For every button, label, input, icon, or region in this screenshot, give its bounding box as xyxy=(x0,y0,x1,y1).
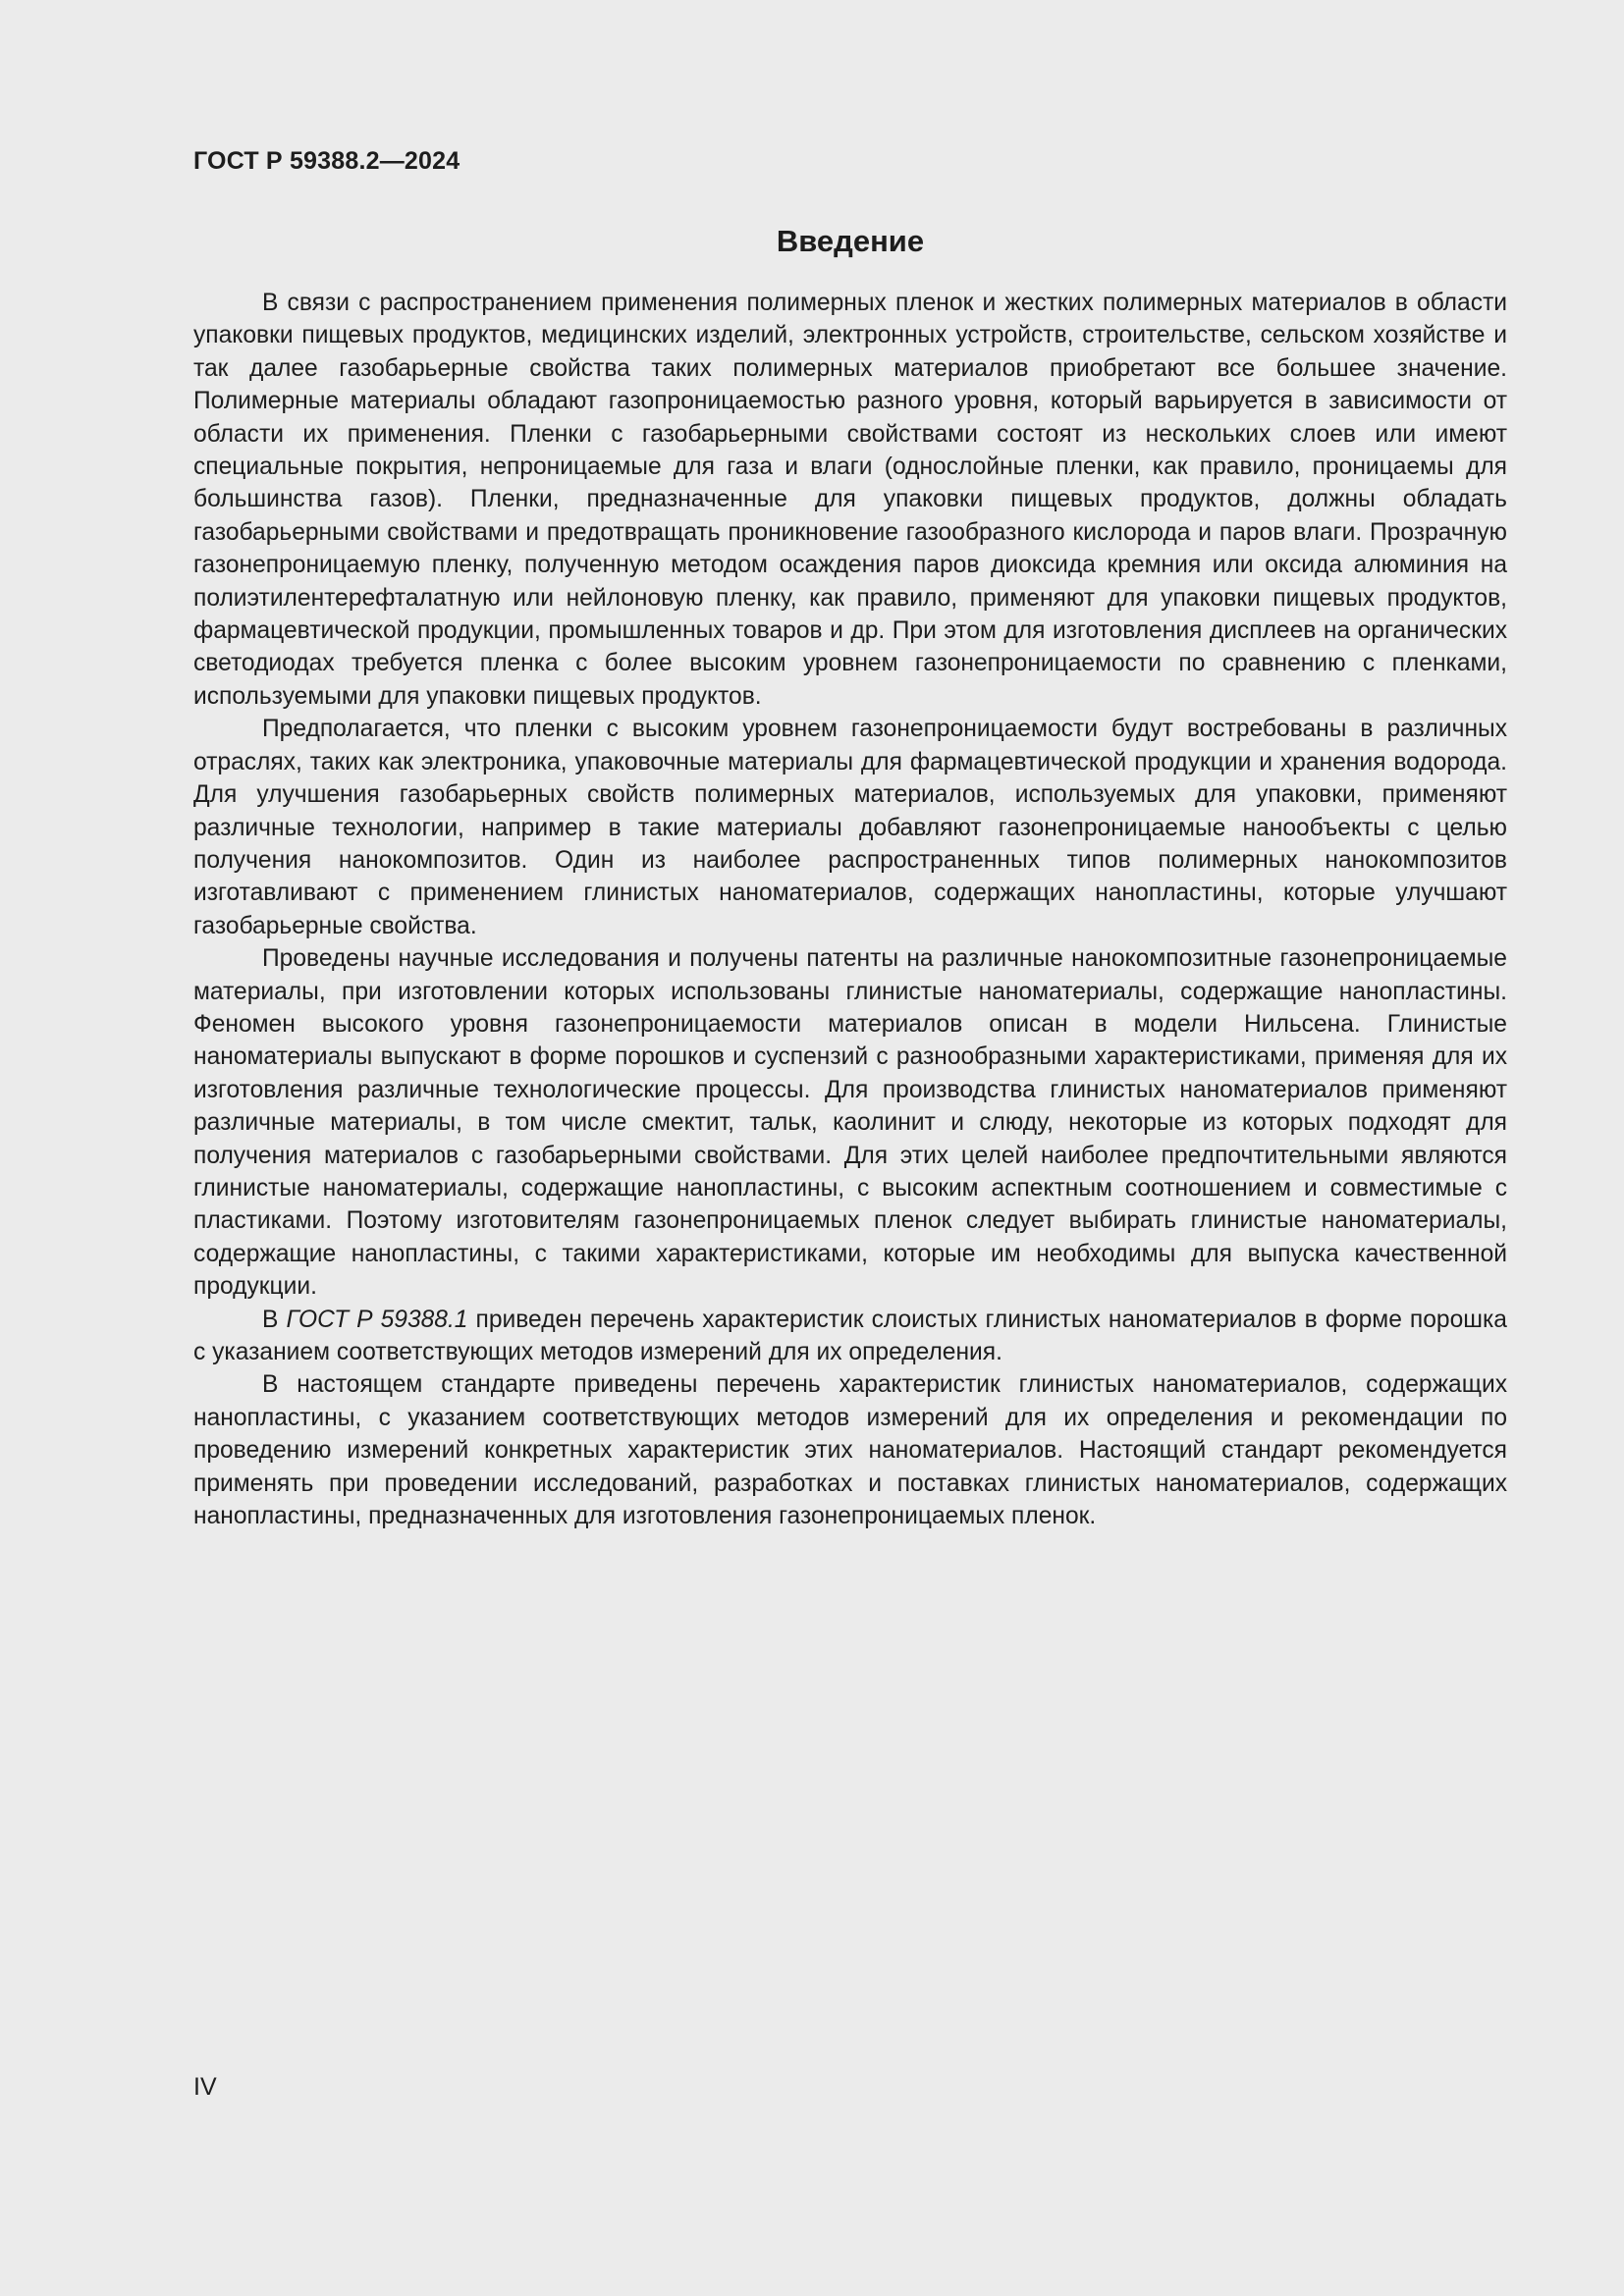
paragraph-4 xyxy=(193,1304,1507,1369)
page-number: IV xyxy=(193,2073,217,2101)
standard-code-header: ГОСТ Р 59388.2—2024 xyxy=(193,147,460,175)
introduction-body xyxy=(193,287,1507,1532)
paragraph-5: В настоящем стандарте приведены перечень характеристик глинистых наноматериалов, содержащих нанопластины, с указанием соответствующих методов измерений для их определения и рекомендации по проведению измерений конкретных характеристик этих наноматериалов. Настоящий стандарт рекомендуется применять при проведении исследований, разработках и поставках глинистых наноматериалов, содержащих нанопластины, предназначенных для изготовления газонепроницаемых пленок. xyxy=(193,1371,1507,1530)
paragraph-1: В связи с распространением применения полимерных пленок и жестких полимерных материалов в области упаковки пищевых продуктов, медицинских изделий, электронных устройств, строительстве, сельском хозяйстве и так далее газобарьерные свойства таких полимерных материалов приобретают все большее значение. Полимерные материалы обладают газопроницаемостью разного уровня, который варьируется в зависимости от области их применения. Пленки с газобарьерными свойствами состоят из нескольких слоев или имеют специальные покрытия, непроницаемые для газа и влаги (однослойные пленки, как правило, проницаемы для большинства газов). Пленки, предназначенные для упаковки пищевых продуктов, должны обладать газобарьерными свойствами и предотвращать проникновение газообразного кислорода и паров влаги. Прозрачную газонепроницаемую пленку, полученную методом осаждения паров диоксида кремния или оксида алюминия на полиэтилентерефталатную или нейлоновую пленку, как правило, применяют для упаковки пищевых продуктов, фармацевтической продукции, промышленных товаров и др. При этом для изготовления дисплеев на органических светодиодах требуется пленка с более высоким уровнем газонепроницаемости по сравнению с пленками, используемыми для упаковки пищевых продуктов. xyxy=(193,290,1507,710)
paragraph-4-text: приведен перечень характеристик слоистых глинистых наноматериалов в форме порошка с указанием соответствующих методов измерений для их определения. xyxy=(193,1306,1507,1365)
section-title: Введение xyxy=(776,224,925,258)
standard-reference-link[interactable]: ГОСТ Р 59388.1 xyxy=(286,1306,468,1333)
paragraph-4-prefix: В xyxy=(262,1306,287,1333)
paragraph-3: Проведены научные исследования и получены патенты на различные нанокомпозитные газонепроницаемые материалы, при изготовлении которых использованы глинистые наноматериалы, содержащие нанопластины. Феномен высокого уровня газонепроницаемости материалов описан в модели Нильсена. Глинистые наноматериалы выпускают в форме порошков и суспензий с разнообразными характеристиками, применяя для их изготовления различные технологические процессы. Для производства глинистых наноматериалов применяют различные материалы, в том числе смектит, тальк, каолинит и слюду, некоторые из которых подходят для получения материалов с газобарьерными свойствами. Для этих целей наиболее предпочтительными являются глинистые наноматериалы, содержащие нанопластины, с высоким аспектным соотношением и совместимые с пластиками. Поэтому изготовителям газонепроницаемых пленок следует выбирать глинистые наноматериалы, содержащие нанопластины, с такими характеристиками, которые им необходимы для выпуска качественной продукции. xyxy=(193,945,1507,1301)
paragraph-2: Предполагается, что пленки с высоким уровнем газонепроницаемости будут востребованы в различных отраслях, таких как электроника, упаковочные материалы для фармацевтической продукции и хранения водорода. Для улучшения газобарьерных свойств полимерных материалов, используемых для упаковки, применяют различные технологии, например в такие материалы добавляют газонепроницаемые нанообъекты с целью получения нанокомпозитов. Один из наиболее распространенных типов полимерных нанокомпозитов изготавливают с применением глинистых наноматериалов, содержащих нанопластины, которые улучшают газобарьерные свойства. xyxy=(193,716,1507,939)
